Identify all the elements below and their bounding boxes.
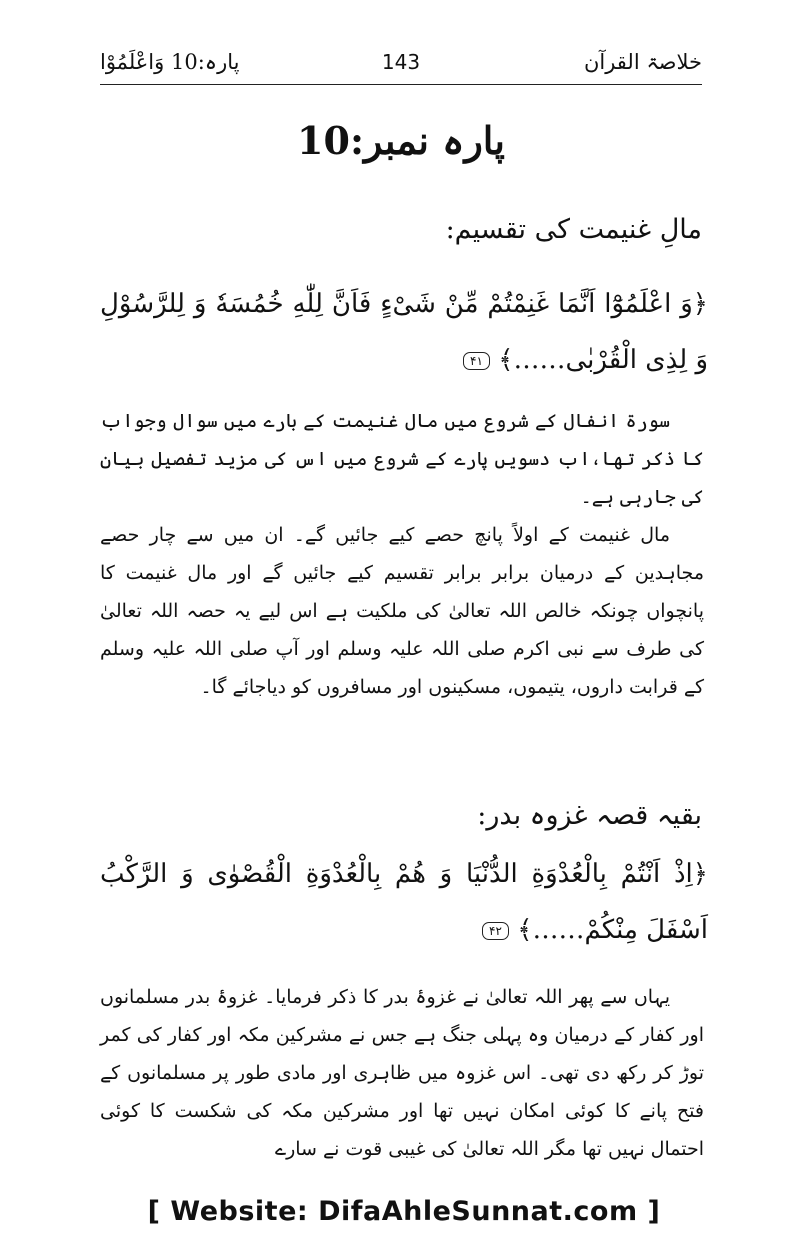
verse-end	[463, 332, 565, 388]
verse-dots: ……﴾	[498, 345, 566, 375]
paragraph: سورۃ انفال کے شروع میں مال غنیمت کے بارے میں سوال وجواب کا ذکر تھا،اب دسویں پارے کے شروع میں اس کی مزید تفصیل بیان کی جارہی ہے۔	[100, 410, 704, 508]
section-heading-badr: بقیہ قصہ غزوہ بدر:	[477, 800, 702, 831]
section-heading-ghanimat: مالِ غنیمت کی تقسیم:	[445, 214, 702, 245]
section1-body	[100, 402, 704, 706]
verse-end	[482, 902, 584, 958]
section2-body	[100, 978, 704, 1168]
page-number: 143	[381, 50, 421, 74]
website-footer: [ Website: DifaAhleSunnat.com ]	[147, 1196, 661, 1227]
book-title: خلاصۃ القرآن	[583, 50, 702, 74]
quran-verse-1	[100, 276, 708, 388]
page-title: پارہ نمبر:10	[297, 118, 505, 163]
quran-verse-2	[100, 846, 708, 958]
verse-text: ﴿اِذْ اَنْتُمْ بِالْعُدْوَةِ الدُّنْیَا وَ هُمْ بِالْعُدْوَةِ الْقُصْوٰی وَ الرَّكْبُ اَسْفَلَ مِنْكُمْ	[100, 859, 708, 945]
verse-number-badge: ۴۱	[463, 352, 490, 370]
verse-dots: ……﴾	[517, 915, 585, 945]
paragraph: مال غنیمت کے اولاً پانچ حصے کیے جائیں گے۔ ان میں سے چار حصے مجاہدین کے درمیان برابر برابر تقسیم کیے جائیں گے اور مال غنیمت کا پانچواں چونکہ خالص اللہ تعالیٰ کی ملکیت ہے اس لیے یہ حصہ اللہ تعالیٰ کی طرف سے نبی اکرم صلی اللہ علیہ وسلم اور آپ صلی اللہ علیہ وسلم کے قرابت داروں، یتیموں، مسکینوں اور مسافروں کو دیاجائے گا۔	[100, 524, 704, 698]
verse-text: ﴿وَ اعْلَمُوْٓا اَنَّمَا غَنِمْتُمْ مِّنْ شَیْءٍ فَاَنَّ لِلّٰهِ خُمُسَهٗ وَ لِلرَّسُوْلِ وَ لِذِی الْقُرْبٰی	[100, 289, 708, 375]
verse-number-badge: ۴۲	[482, 922, 509, 940]
para-reference: پارہ:10 وَاعْلَمُوْا	[100, 50, 240, 74]
paragraph: یہاں سے پھر اللہ تعالیٰ نے غزوۂ بدر کا ذکر فرمایا۔ غزوۂ بدر مسلمانوں اور کفار کے درمیان وہ پہلی جنگ ہے جس نے مشرکین مکہ اور کفار کی کمر توڑ کر رکھ دی تھی۔ اس غزوہ میں ظاہری اور مادی طور پر مسلمانوں کے فتح پانے کا کوئی امکان نہیں تھا اور مشرکین مکہ کی شکست کا کوئی احتمال نہیں تھا مگر اللہ تعالیٰ کی غیبی قوت نے سارے	[100, 986, 704, 1160]
page-header	[100, 40, 702, 85]
